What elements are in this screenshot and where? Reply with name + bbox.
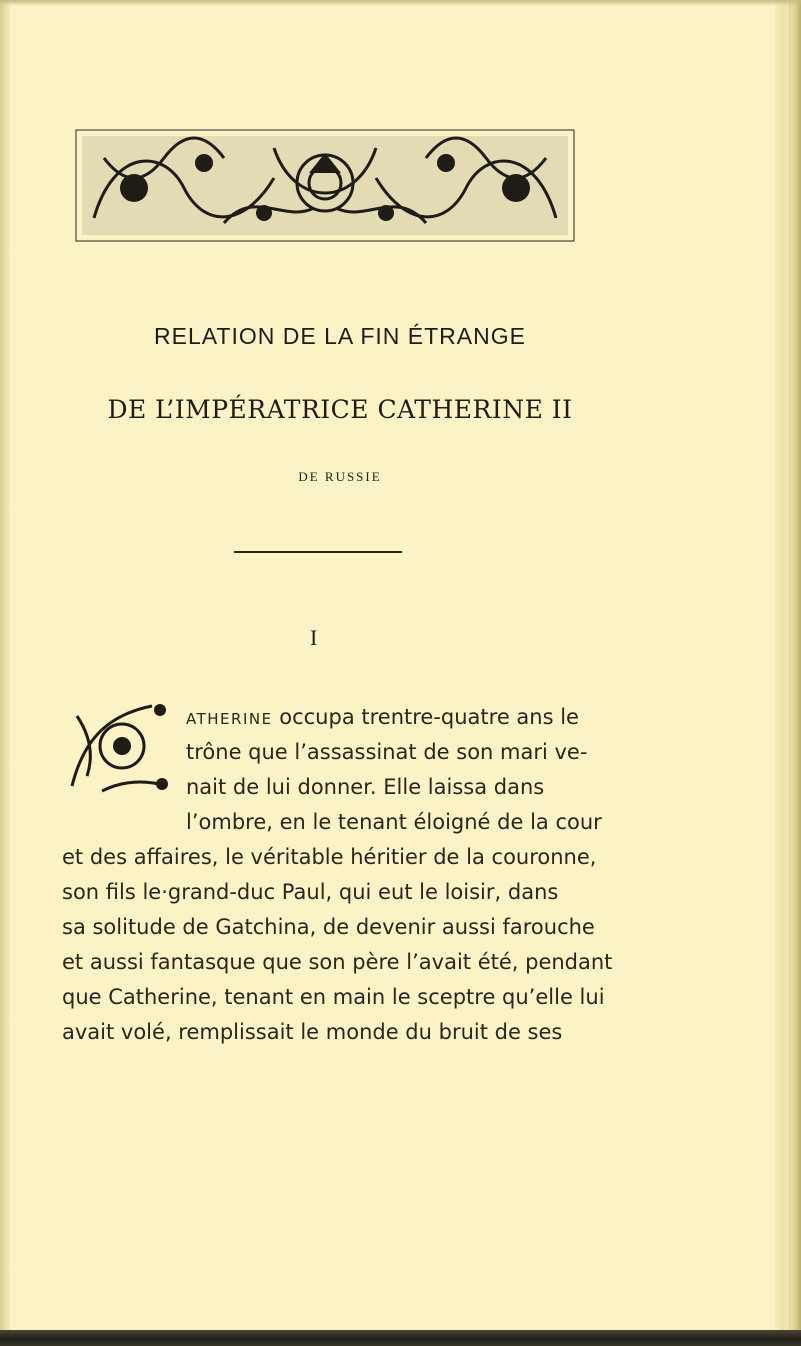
- divider-rule: [234, 551, 402, 553]
- drop-cap-letter: C: [104, 719, 140, 773]
- line-1-text: occupa trentre-quatre ans le: [272, 705, 579, 729]
- text-line-9: que Catherine, tenant en main le sceptre qu’elle lui: [62, 985, 605, 1009]
- bottom-edge-band: [0, 1330, 801, 1346]
- text-line-1: [186, 705, 579, 729]
- page-edge-line: [789, 0, 791, 1346]
- page-edge-left: [0, 0, 10, 1346]
- text-line-2: trône que l’assassinat de son mari ve-: [186, 740, 588, 764]
- subtitle: DE RUSSIE: [298, 469, 382, 484]
- ornamental-headpiece-icon: [74, 128, 576, 243]
- text-line-7: sa solitude de Gatchina, de devenir aussi farouche: [62, 915, 595, 939]
- top-shadow: [0, 0, 801, 6]
- title-line-2: DE L’IMPÉRATRICE CATHERINE II: [107, 395, 573, 424]
- page-edge-right: [775, 0, 801, 1346]
- title-line-1: RELATION DE LA FIN ÉTRANGE: [154, 323, 526, 349]
- text-line-4: l’ombre, en le tenant éloigné de la cour: [186, 810, 602, 834]
- text-line-3: nait de lui donner. Elle laissa dans: [186, 775, 545, 799]
- decorated-initial-icon: [62, 696, 174, 796]
- chapter-number: I: [310, 625, 318, 650]
- text-line-8: et aussi fantasque que son père l’avait été, pendant: [62, 950, 613, 974]
- text-line-5: et des affaires, le véritable héritier de la couronne,: [62, 845, 597, 869]
- text-line-10: avait volé, remplissait le monde du bruit de ses: [62, 1020, 563, 1044]
- opening-word: ATHERINE: [186, 710, 273, 728]
- text-line-6: son fils le·grand-duc Paul, qui eut le loisir, dans: [62, 880, 559, 904]
